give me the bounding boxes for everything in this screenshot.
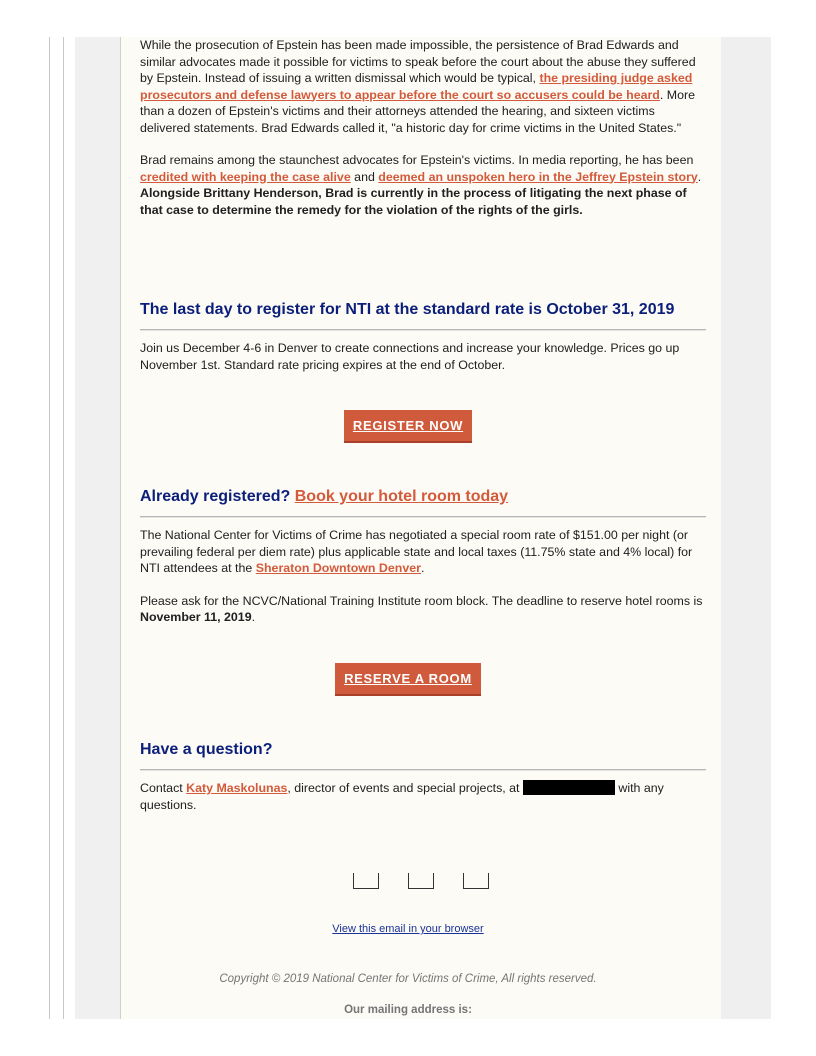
text: . More than a dozen of Epstein's victims and their attorneys attended the hearing, and sixteen victims delivered statements. Brad Edwards called it, "a historic day for crime victims in the United States." bbox=[140, 87, 696, 135]
unspoken-hero-link[interactable]: deemed an unspoken hero in the Jeffrey Epstein story bbox=[378, 169, 698, 184]
copyright-text: Copyright © 2019 National Center for Victims of Crime, All rights reserved. bbox=[219, 973, 597, 985]
text: Please ask for the NCVC/National Training Institute room block. The deadline to reserve hotel rooms is bbox=[140, 593, 703, 608]
social-icon-3[interactable] bbox=[463, 873, 489, 889]
deadline-date: November 11, 2019 bbox=[140, 610, 252, 624]
already-registered-text: Already registered? bbox=[140, 488, 295, 505]
frame-gutter-left bbox=[75, 37, 120, 1019]
text: Brad remains among the staunchest advocates for Epstein's victims. In media reporting, he has been bbox=[140, 153, 694, 167]
paragraph-court-hearing bbox=[140, 37, 706, 136]
question-heading: Have a question? bbox=[140, 741, 273, 758]
room-block-paragraph bbox=[140, 593, 706, 626]
frame-gutter-right bbox=[721, 37, 771, 1019]
text: . bbox=[420, 561, 425, 575]
register-button-wrap bbox=[0, 410, 816, 443]
text: , director of events and special projects, at bbox=[287, 781, 523, 795]
katy-maskolunas-link[interactable]: Katy Maskolunas bbox=[186, 781, 288, 795]
view-in-browser-link[interactable]: View this email in your browser bbox=[332, 923, 484, 935]
book-hotel-link[interactable]: Book your hotel room today bbox=[294, 488, 509, 505]
frame-line-left-1 bbox=[49, 37, 50, 1019]
hotel-section bbox=[140, 487, 706, 626]
text: The National Center for Victims of Crime has negotiated a special room rate of $151.00 per night (or prevailing federal per diem rate) plus applicable state and local taxes (11.75% state and 4% local) for NTI attendees at the bbox=[140, 528, 693, 575]
social-icon-2[interactable] bbox=[408, 873, 434, 889]
divider bbox=[140, 769, 706, 771]
register-now-button[interactable]: REGISTER NOW bbox=[344, 410, 472, 443]
reserve-button-wrap bbox=[0, 663, 816, 696]
divider bbox=[140, 329, 706, 331]
paragraph-brad-advocate bbox=[140, 152, 706, 218]
text: with any questions. bbox=[140, 781, 664, 812]
register-section bbox=[140, 300, 706, 373]
contact-paragraph bbox=[140, 780, 706, 813]
brittany-henderson-text: Alongside Brittany Henderson, Brad is currently in the process of litigating the next phase of that case to determine the remedy for the violation of the rights of the girls. bbox=[140, 186, 687, 217]
frame-line-left-2 bbox=[63, 37, 64, 1019]
text: While the prosecution of Epstein has been made impossible, the persistence of Brad Edwards and similar advocates made it possible for victims to speak before the court about the abuse they suffered by Epstein. Instead of issuing a written dismissal which would be typical, bbox=[140, 38, 696, 85]
epstein-section bbox=[140, 37, 706, 218]
social-icon-1[interactable] bbox=[353, 873, 379, 889]
text: Contact bbox=[140, 781, 187, 795]
reserve-room-button[interactable]: RESERVE A ROOM bbox=[335, 663, 481, 696]
text: . bbox=[697, 169, 702, 184]
register-body: Join us December 4-6 in Denver to create connections and increase your knowledge. Prices go up November 1st. Standard rate pricing expires at the end of October. bbox=[140, 341, 680, 372]
register-heading: The last day to register for NTI at the standard rate is October 31, 2019 bbox=[140, 301, 675, 318]
mailing-address-label: Our mailing address is: bbox=[344, 1004, 472, 1016]
redacted-contact bbox=[523, 780, 615, 795]
text: and bbox=[350, 169, 379, 184]
sheraton-link[interactable]: Sheraton Downtown Denver bbox=[255, 561, 421, 575]
hotel-heading bbox=[140, 487, 706, 507]
question-section bbox=[140, 740, 706, 813]
view-in-browser-wrap bbox=[0, 923, 816, 935]
text: . bbox=[251, 610, 256, 624]
hotel-rate-paragraph bbox=[140, 527, 706, 577]
divider bbox=[140, 516, 706, 518]
case-alive-link[interactable]: credited with keeping the case alive bbox=[140, 169, 351, 184]
judge-hearing-link[interactable]: the presiding judge asked prosecutors and defense lawyers to appear before the court so accusers could be heard bbox=[140, 71, 693, 102]
